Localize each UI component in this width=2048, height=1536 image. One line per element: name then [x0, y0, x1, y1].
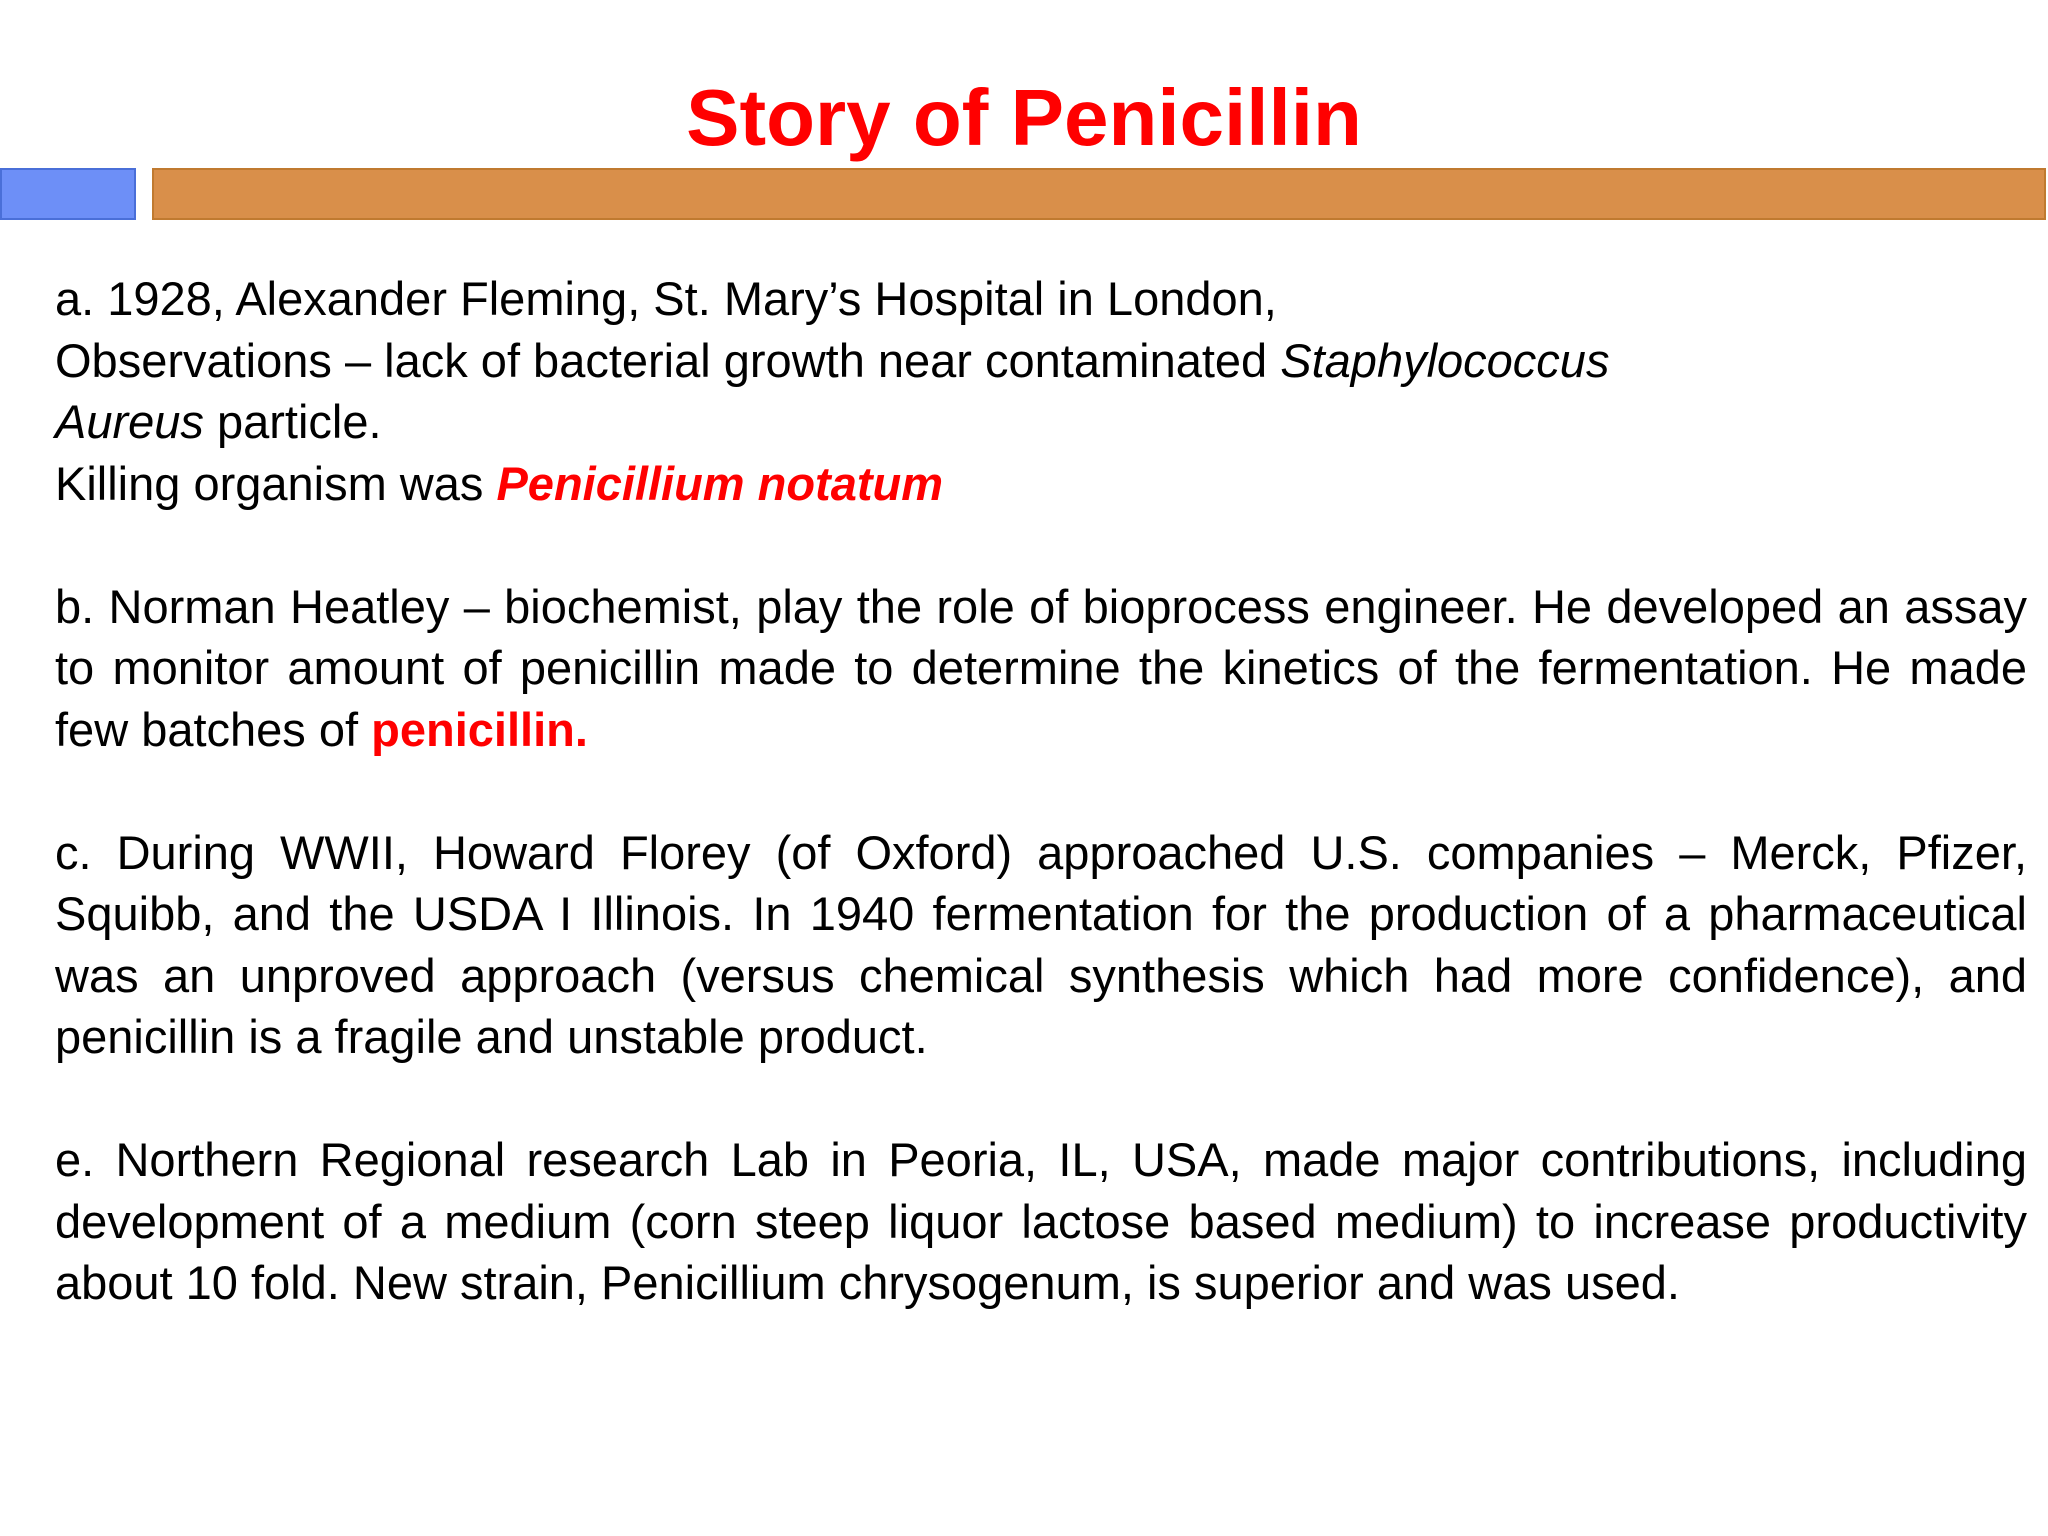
paragraph-a-line-4: [55, 453, 2027, 515]
highlight-penicillium-notatum: Penicillium notatum: [496, 456, 943, 510]
paragraph-a-line-3: [55, 391, 2027, 453]
paragraph-a-line-2-text: Observations – lack of bacterial growth near contaminated: [55, 333, 1281, 387]
highlight-penicillin: penicillin.: [371, 702, 588, 756]
paragraph-b: [55, 576, 2027, 761]
slide-title: Story of Penicillin: [686, 73, 1362, 162]
species-name-aureus: Aureus: [55, 395, 204, 448]
slide-body: [55, 268, 2027, 1375]
paragraph-c: c. During WWII, Howard Florey (of Oxford) approached U.S. companies – Merck, Pfizer, Squibb, and the USDA I Illinois. In 1940 fermentation for the production of a pharmaceutical was an unproved approach (versus chemical synthesis which had more confidence), and penicillin is a fragile and unstable product.: [55, 825, 2027, 1063]
paragraph-b-text: b. Norman Heatley – biochemist, play the role of bioprocess engineer. He developed an assay to monitor amount of penicillin made to determine the kinetics of the fermentation. He made few batches of: [55, 579, 2027, 756]
paragraph-a-line-1: a. 1928, Alexander Fleming, St. Mary’s Hospital in London,: [55, 272, 1277, 325]
decorative-blue-bar: [0, 168, 136, 220]
decorative-orange-bar: [152, 168, 2046, 220]
paragraph-a-line-2: [55, 330, 2027, 392]
paragraph-a-line-4-text: Killing organism was: [55, 456, 497, 510]
paragraph-a: [55, 268, 2027, 514]
species-name-staphylococcus: Staphylococcus: [1280, 333, 1610, 387]
paragraph-e: e. Northern Regional research Lab in Peoria, IL, USA, made major contributions, including development of a medium (corn steep liquor lactose based medium) to increase productivity about 10 fold. New strain, Penicillium chrysogenum, is superior and was used.: [55, 1133, 2027, 1309]
paragraph-a-line-3-text: particle.: [203, 395, 382, 448]
